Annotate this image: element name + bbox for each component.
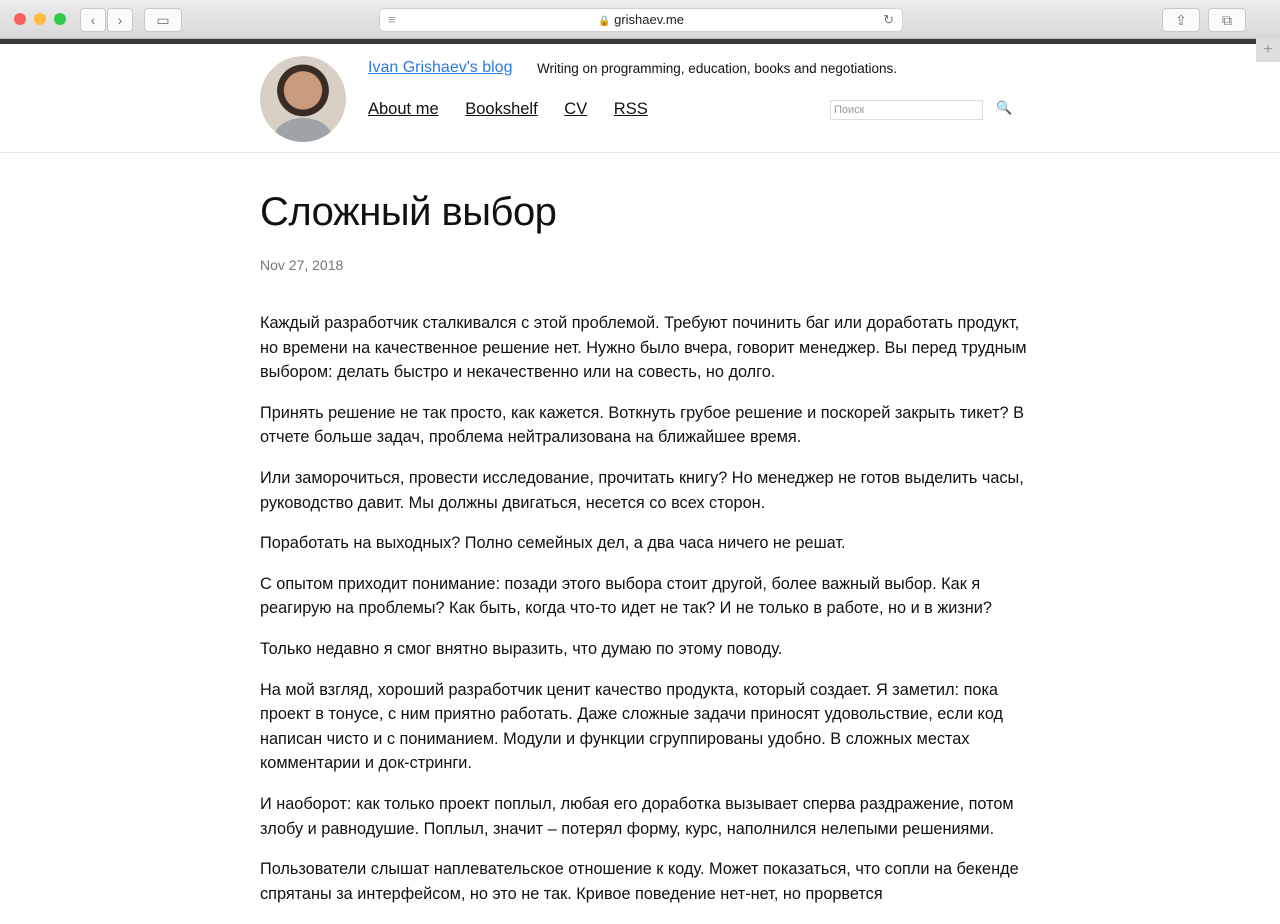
- back-button[interactable]: ‹: [80, 8, 106, 32]
- reader-icon[interactable]: ≡: [388, 12, 396, 27]
- paragraph: На мой взгляд, хороший разработчик ценит качество продукта, который создает. Я заметил: пока проект в тонусе, с ним приятно работать. Даже сложные задачи приносят удовольствие, если код написан чисто и с пониманием. Модули и функции сгруппированы удобно. В сложных местах комментарии и док-стринги.: [260, 680, 1004, 773]
- blog-title-link[interactable]: Ivan Grishaev's blog: [368, 59, 513, 76]
- nav-bookshelf[interactable]: Bookshelf: [465, 100, 538, 118]
- lock-icon: 🔒: [598, 16, 611, 27]
- paragraph: И наоборот: как только проект поплыл, любая его доработка вызывает сперва раздражение, потом злобу и равнодушие. Поплыл, значит – потерял форму, курс, наполнился нелепыми решениями.: [260, 794, 1014, 838]
- minimize-window-button[interactable]: [34, 13, 46, 25]
- new-tab-button[interactable]: +: [1256, 38, 1280, 62]
- avatar: [260, 56, 346, 142]
- url-text: grishaev.me: [614, 12, 684, 27]
- search-input[interactable]: Поиск: [830, 100, 983, 120]
- post-date: Nov 27, 2018: [260, 257, 344, 273]
- browser-toolbar: [0, 0, 1280, 39]
- reload-icon[interactable]: ↻: [883, 12, 894, 27]
- share-button[interactable]: ⇪: [1162, 8, 1200, 32]
- paragraph: Принять решение не так просто, как кажется. Воткнуть грубое решение и поскорей закрыть тикет? В отчете больше задач, проблема нейтрализована на ближайшее время.: [260, 403, 1024, 447]
- address-bar[interactable]: [379, 8, 903, 32]
- tabs-button[interactable]: ⧉: [1208, 8, 1246, 32]
- paragraph: Поработать на выходных? Полно семейных дел, а два часа ничего не решат.: [260, 534, 846, 553]
- site-header: [0, 44, 1280, 153]
- paragraph: Каждый разработчик сталкивался с этой проблемой. Требуют починить баг или доработать продукт, но времени на качественное решение нет. Нужно было вчера, говорит менеджер. Вы перед трудным выбором: делать быстро и некачественно или на совесть, но долго.: [260, 314, 1027, 382]
- paragraph: Только недавно я смог внятно выразить, что думаю по этому поводу.: [260, 639, 783, 658]
- paragraph: С опытом приходит понимание: позади этого выбора стоит другой, более важный выбор. Как я реагирую на проблемы? Как быть, когда что-то идет не так? И не только в работе, но и в жизни?: [260, 574, 992, 618]
- close-window-button[interactable]: [14, 13, 26, 25]
- forward-button[interactable]: ›: [107, 8, 133, 32]
- nav-about-me[interactable]: About me: [368, 100, 439, 118]
- post: [260, 190, 1030, 922]
- nav-cv[interactable]: CV: [564, 100, 588, 118]
- sidebar-toggle-button[interactable]: ▭: [144, 8, 182, 32]
- zoom-window-button[interactable]: [54, 13, 66, 25]
- paragraph: Или заморочиться, провести исследование, прочитать книгу? Но менеджер не готов выделить часы, руководство давит. Мы должны двигаться, несется со всех сторон.: [260, 468, 1024, 512]
- paragraph: Пользователи слышат наплевательское отношение к коду. Может показаться, что сопли на бекенде спрятаны за интерфейсом, но это не так. Кривое поведение нет-нет, но прорвется: [260, 860, 1019, 903]
- site-nav: [368, 100, 670, 119]
- search-icon[interactable]: 🔍: [996, 100, 1013, 115]
- nav-rss[interactable]: RSS: [613, 100, 648, 118]
- post-title: Сложный выбор: [260, 190, 557, 234]
- tagline: Writing on programming, education, books and negotiations.: [537, 61, 897, 76]
